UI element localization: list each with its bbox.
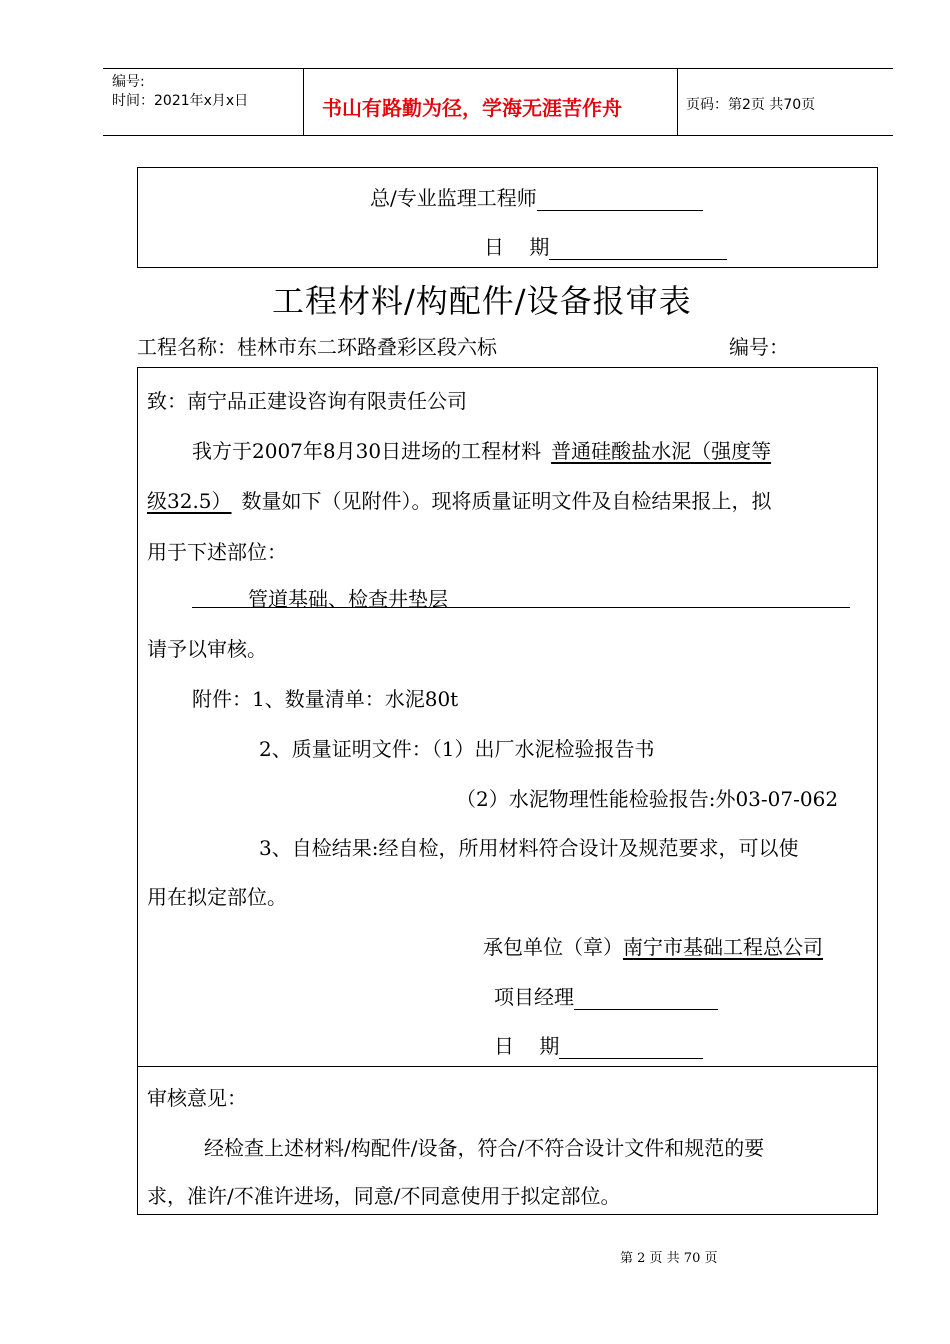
header-serial-label: 编号: [112,74,145,90]
engineer-signature-blank [537,188,703,211]
header-bottom-rule [103,135,893,136]
header-divider-right [677,69,678,135]
statement-line-3: 用于下述部位： [147,540,287,564]
statement-line-2 [147,485,772,514]
project-name: 工程名称：桂林市东二环路叠彩区段六标 [137,335,497,359]
statement-prefix: 我方于2007年8月30日进场的工程材料 [192,439,542,463]
attachment-3b: 用在拟定部位。 [147,885,287,909]
form-title: 工程材料/构配件/设备报审表 [272,282,692,320]
review-opinion-line-1: 经检查上述材料/构配件/设备，符合/不符合设计文件和规范的要 [204,1136,765,1160]
manager-line [494,981,718,1010]
manager-label: 项目经理 [494,985,574,1009]
supervisor-signature-box [137,167,878,268]
engineer-label: 总/专业监理工程师 [370,186,537,210]
contractor-date-blank [559,1036,703,1059]
location-line [192,583,850,611]
attachment-2b: （2）水泥物理性能检验报告:外03-07-062 [456,787,839,811]
attachment-1: 附件：1、数量清单：水泥80t [192,687,459,711]
contractor-date-line [494,1030,703,1059]
review-opinion-label: 审核意见： [147,1086,247,1110]
contractor-name: 南宁市基础工程总公司 [623,935,823,959]
header-time-label: 时间：2021年x月x日 [112,93,249,109]
supervisor-date-blank [549,237,727,260]
material-name-part2: 级32.5） [147,489,232,513]
statement-quantity-text: 数量如下（见附件）。现将质量证明文件及自检结果报上，拟 [241,489,772,513]
contractor-label: 承包单位（章） [483,935,623,959]
header-divider-left [303,69,304,135]
form-number-label: 编号： [729,335,789,359]
review-opinion-line-2: 求，准许/不准许进场，同意/不同意使用于拟定部位。 [147,1184,621,1208]
material-name-part1: 普通硅酸盐水泥（强度等 [551,439,772,463]
engineer-signature-line [370,182,703,211]
supervisor-date-line [484,231,727,260]
supervisor-date-label: 日 期 [484,235,550,259]
contractor-date-label: 日 期 [494,1034,560,1058]
application-box [137,367,878,1067]
page-footer: 第 2 页 共 70 页 [620,1251,718,1266]
statement-line-1 [192,435,771,464]
header-page-label: 页码：第2页 共70页 [686,97,816,113]
attachment-3: 3、自检结果:经自检，所用材料符合设计及规范要求，可以使 [259,836,799,860]
addressee-line: 致：南宁品正建设咨询有限责任公司 [147,389,467,413]
location-text: 管道基础、检查井垫层 [248,587,448,611]
review-request: 请予以审核。 [147,637,267,661]
review-opinion-box [137,1066,878,1215]
attachment-2: 2、质量证明文件：（1）出厂水泥检验报告书 [259,737,655,761]
contractor-line [483,931,823,960]
header-motto: 书山有路勤为径，学海无涯苦作舟 [322,96,622,120]
manager-signature-blank [574,987,718,1010]
header-top-rule [103,68,893,69]
